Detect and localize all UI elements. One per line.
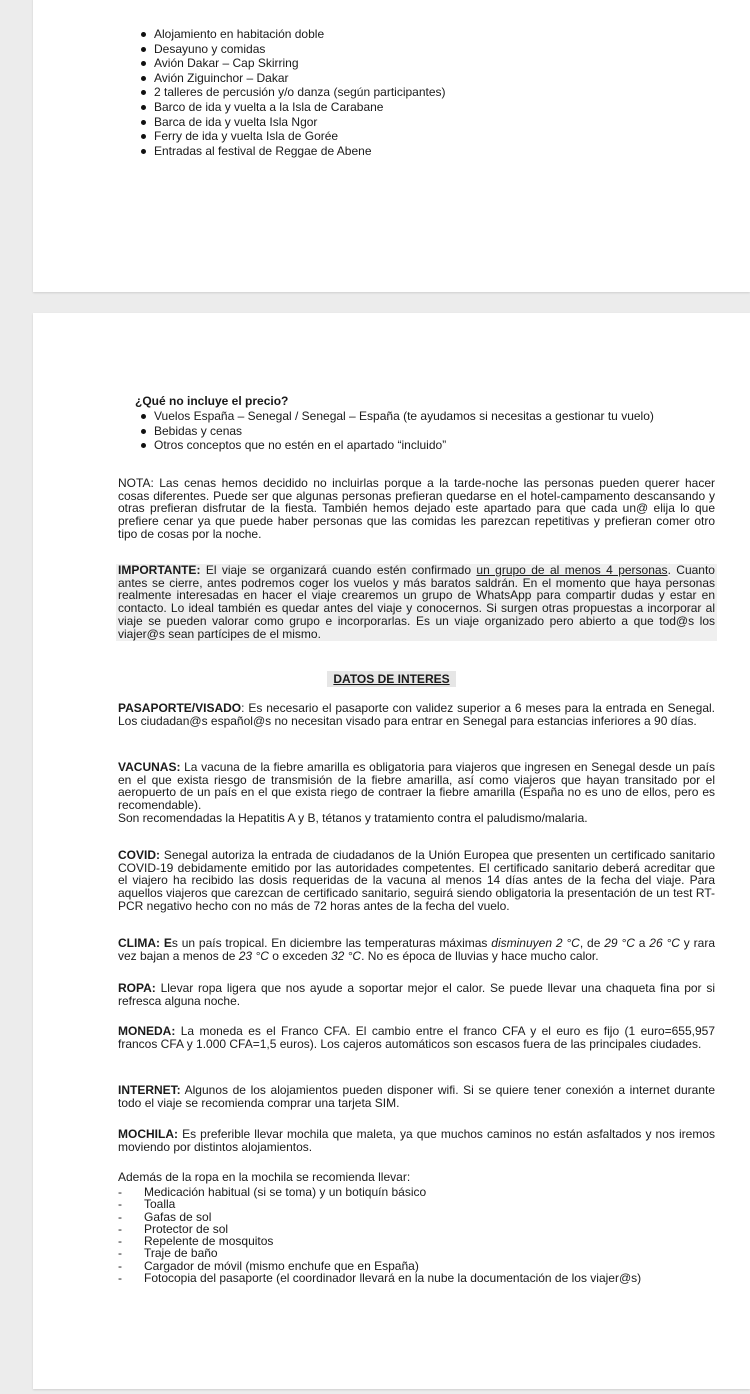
importante-underlined: un grupo de al menos 4 personas (476, 563, 668, 577)
bullet-icon (141, 47, 146, 52)
ropa-paragraph: ROPA: Llevar ropa ligera que nos ayude a soportar mejor el calor. Se puede llevar una chaqueta fina por si refresca alguna noche. (118, 981, 715, 1008)
list-item: - Toalla (118, 1197, 176, 1212)
dash-icon: - (118, 1234, 122, 1249)
document-page-2 (33, 313, 750, 1389)
list-item: Desayuno y comidas (138, 42, 446, 57)
list-item: Otros conceptos que no estén en el apartado “incluido” (138, 438, 654, 453)
list-item: - Traje de baño (118, 1246, 218, 1261)
vacunas-paragraph: VACUNAS: La vacuna de la fiebre amarilla es obligatoria para viajeros que ingresen en Senegal desde un país en el que exista riesgo de transmisión de la fiebre amarilla, así como viajeros que hayan transitado por el aeropuerto de un país en el que exista riego de contraer la fiebre amarilla (España no es uno de ellos, pero es recomendable). Son recomendadas la Hepatitis A y B, tétanos y tratamiento contra el paludismo/malaria. (118, 760, 715, 825)
list-item: - Gafas de sol (118, 1209, 212, 1224)
list-item: - Protector de sol (118, 1221, 229, 1236)
importante-label: IMPORTANTE: (118, 563, 201, 577)
section-title: DATOS DE INTERES (33, 672, 750, 686)
bullet-icon (141, 61, 146, 66)
bullet-icon (141, 414, 146, 419)
nota-paragraph: NOTA: Las cenas hemos decidido no incluirlas porque a la tarde-noche las personas pueden querer hacer cosas diferentes. Puede ser que algunas personas prefieran quedarse en el hotel-campamento descansando y otras prefieran disfrutar de la fiesta. También hemos dejado este apartado para que cada un@ elija lo que prefiere cenar ya que puede haber personas que las comidas les parezcan repetitivas y prefieran comer otro tipo de cosas por la noche. (118, 476, 715, 541)
not-included-list (138, 409, 654, 453)
bullet-icon (141, 76, 146, 81)
bullet-icon (141, 149, 146, 154)
internet-paragraph: INTERNET: Algunos de los alojamientos pueden disponer wifi. Si se quiere tener conexión a internet durante todo el viaje se recomienda comprar una tarjeta SIM. (118, 1083, 715, 1110)
pasaporte-paragraph: PASAPORTE/VISADO: Es necesario el pasaporte con validez superior a 6 meses para la entrada en Senegal. Los ciudadan@s español@s no necesitan visado para entrar en Senegal para estancias inferiores a 90 días. (118, 701, 715, 728)
included-items-list (138, 27, 446, 158)
list-item: - Fotocopia del pasaporte (el coordinador llevará en la nube la documentación de los viajer@s) (118, 1271, 642, 1286)
list-item: Entradas al festival de Reggae de Abene (138, 144, 446, 159)
mochila-paragraph: MOCHILA: Es preferible llevar mochila que maleta, ya que muchos caminos no están asfaltados y nos iremos moviendo por distintos alojamientos. (118, 1127, 715, 1154)
list-item: - Medicación habitual (si se toma) y un botiquín básico (118, 1185, 427, 1199)
dash-icon: - (118, 1258, 122, 1273)
document-page-1 (33, 0, 750, 292)
list-item: Avión Ziguinchor – Dakar (138, 71, 446, 86)
ademas-paragraph: Además de la ropa en la mochila se recomienda llevar: (118, 1170, 411, 1184)
list-item: Ferry de ida y vuelta Isla de Gorée (138, 129, 446, 144)
dash-icon: - (118, 1209, 122, 1224)
list-item: Avión Dakar – Cap Skirring (138, 56, 446, 71)
bullet-icon (141, 105, 146, 110)
dash-icon: - (118, 1185, 122, 1199)
list-item: Barco de ida y vuelta a la Isla de Carabane (138, 100, 446, 115)
clima-paragraph: CLIMA: Es un país tropical. En diciembre las temperaturas máximas disminuyen 2 °C, de 29 °C a 26 °C y rara vez bajan a menos de 23 °C o exceden 32 °C. No es época de lluvias y hace mucho calor. (118, 936, 715, 963)
packing-list (118, 1186, 641, 1284)
dash-icon: - (118, 1246, 122, 1261)
list-item: Alojamiento en habitación doble (138, 27, 446, 42)
not-included-heading: ¿Qué no incluye el precio? (135, 394, 289, 408)
list-item: - Repelente de mosquitos (118, 1234, 274, 1249)
bullet-icon (141, 443, 146, 448)
bullet-icon (141, 134, 146, 139)
bullet-icon (141, 32, 146, 37)
list-item: Barca de ida y vuelta Isla Ngor (138, 115, 446, 130)
list-item: Bebidas y cenas (138, 424, 654, 439)
covid-paragraph: COVID: Senegal autoriza la entrada de ciudadanos de la Unión Europea que presenten un certificado sanitario COVID-19 debidamente emitido por las autoridades competentes. El certificado sanitario deberá acreditar que el viajero ha recibido las dosis requeridas de la vacuna al menos 14 días antes de la fecha del viaje. Para aquellos viajeros que carezcan de certificado sanitario, seguirá siendo obligatoria la presentación de un test RT-PCR negativo hecho con no más de 72 horas antes de la fecha del vuelo. (118, 848, 715, 913)
bullet-icon (141, 120, 146, 125)
list-item: 2 talleres de percusión y/o danza (según participantes) (138, 85, 446, 100)
list-item: Vuelos España – Senegal / Senegal – España (te ayudamos si necesitas a gestionar tu vuelo) (138, 409, 654, 424)
dash-icon: - (118, 1197, 122, 1212)
list-item: - Cargador de móvil (mismo enchufe que en España) (118, 1258, 419, 1273)
dash-icon: - (118, 1271, 122, 1286)
importante-paragraph: IMPORTANTE: El viaje se organizará cuando estén confirmado un grupo de al menos 4 personas. Cuanto antes se cierre, antes podremos coger los vuelos y más baratos saldrán. En el momento que haya personas realmente interesadas en hacer el viaje crearemos un grupo de WhatsApp para compartir dudas y estar en contacto. Lo ideal también es quedar antes del viaje y conocernos. Si surgen otras propuestas a incorporar al viaje se pueden valorar como grupo e incorporarlas. Es un viaje organizado pero abierto a que tod@s los viajer@s sean partícipes de el mismo. (118, 563, 715, 641)
bullet-icon (141, 429, 146, 434)
moneda-paragraph: MONEDA: La moneda es el Franco CFA. El cambio entre el franco CFA y el euro es fijo (1 euro=655,957 francos CFA y 1.000 CFA=1,5 euros). Los cajeros automáticos son escasos fuera de las principales ciudades. (118, 1024, 715, 1051)
bullet-icon (141, 90, 146, 95)
dash-icon: - (118, 1221, 122, 1236)
